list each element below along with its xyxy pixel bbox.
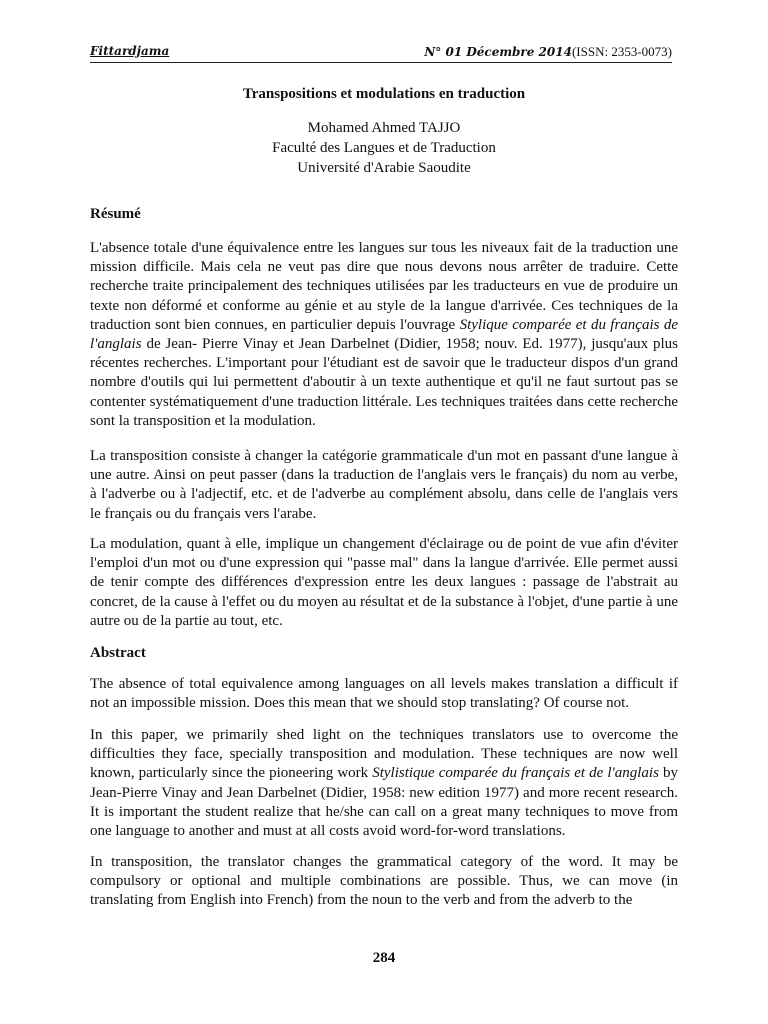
author-faculty: Faculté des Langues et de Traduction <box>272 140 496 156</box>
issn: (ISSN: 2353-0073) <box>571 44 672 59</box>
resume-p1-text-b: de Jean- Pierre Vinay et Jean Darbelnet (Didier, 1958; nouv. Ed. 1977), jusqu'aux plus récentes recherches. L'important pour l'étudiant est de savoir que le traducteur dispos d'un grand nombre d'outils qui lui permettent d'aboutir à un texte authentique et qu'il ne faut surtout pas se contenter systématiquement d'une traduction littérale. Les techniques traitées dans cette recherche sont la transposition et la modulation. <box>90 336 678 429</box>
abstract-p2-italic-title: Stylistique comparée du français et de l'anglais <box>372 765 659 782</box>
issue-info <box>424 44 672 60</box>
issue-number: N° 01 Décembre 2014 <box>424 45 572 59</box>
abstract-heading: Abstract <box>90 645 146 661</box>
abstract-paragraph-1: The absence of total equivalence among languages on all levels makes translation a difficult if not an impossible mission. Does this mean that we should stop translating? Of course not. <box>90 676 678 712</box>
resume-p1-italic-title: Stylique comparée et du français de l'anglais <box>90 316 678 353</box>
resume-paragraph-1 <box>90 239 678 431</box>
article-title: Transpositions et modulations en traduction <box>242 86 526 102</box>
abstract-paragraph-2 <box>90 726 678 841</box>
page-number: 284 <box>372 950 396 966</box>
journal-name: Fittardjama <box>90 44 170 58</box>
abstract-p2-text-b: by Jean-Pierre Vinay and Jean Darbelnet (Didier, 1958: new edition 1977) and more recent research. It is important the student realize that he/she can call on a great many techniques to move from one language to another and must at all costs avoid word-for-word translations. <box>90 765 678 840</box>
author-block <box>90 118 678 178</box>
author-name: Mohamed Ahmed TAJJO <box>307 120 461 136</box>
resume-heading: Résumé <box>90 206 141 222</box>
resume-paragraph-2: La transposition consiste à changer la catégorie grammaticale d'un mot en passant d'une langue à une autre. Ainsi on peut passer (dans la traduction de l'anglais vers le français) du nom au verbe, à l'adverbe ou à l'adjectif, etc. et de l'adverbe au complément absolu, dans celle de l'anglais vers le français ou du français vers l'arabe. <box>90 448 678 522</box>
resume-paragraph-3: La modulation, quant à elle, implique un changement d'éclairage ou de point de vue afin d'éviter l'emploi d'un mot ou d'une expression qui "passe mal" dans la langue d'arrivée. Elle permet aussi de tenir compte des différences d'expression entre les deux langues : passage de l'abstrait au concret, de la cause à l'effet ou du moyen au résultat et de la substance à l'objet, d'une partie à une autre ou de la partie au tout, etc. <box>90 536 678 629</box>
running-header <box>90 44 672 63</box>
abstract-paragraph-3: In transposition, the translator changes the grammatical category of the word. It may be compulsory or optional and multiple combinations are possible. Thus, we can move (in translating from English into French) from the noun to the verb and from the adverb to the <box>90 854 678 909</box>
author-university: Université d'Arabie Saoudite <box>297 160 471 176</box>
resume-p1-text-a: L'absence totale d'une équivalence entre les langues sur tous les niveaux fait de la traduction une mission difficile. Mais cela ne veut pas dire que nous devons nous arrêter de traduire. Cette recherche traite principalement des techniques utilisées par les traducteurs en vue de produire un texte non déformé et conforme au génie et au style de la langue d'arrivée. Ces techniques de la traduction sont bien connues, en particulier depuis l'ouvrage <box>90 240 678 333</box>
abstract-p2-text-a: In this paper, we primarily shed light on the techniques translators use to overcome the difficulties they face, specially transposition and modulation. These techniques are now well known, particularly since the pioneering work <box>90 727 678 782</box>
